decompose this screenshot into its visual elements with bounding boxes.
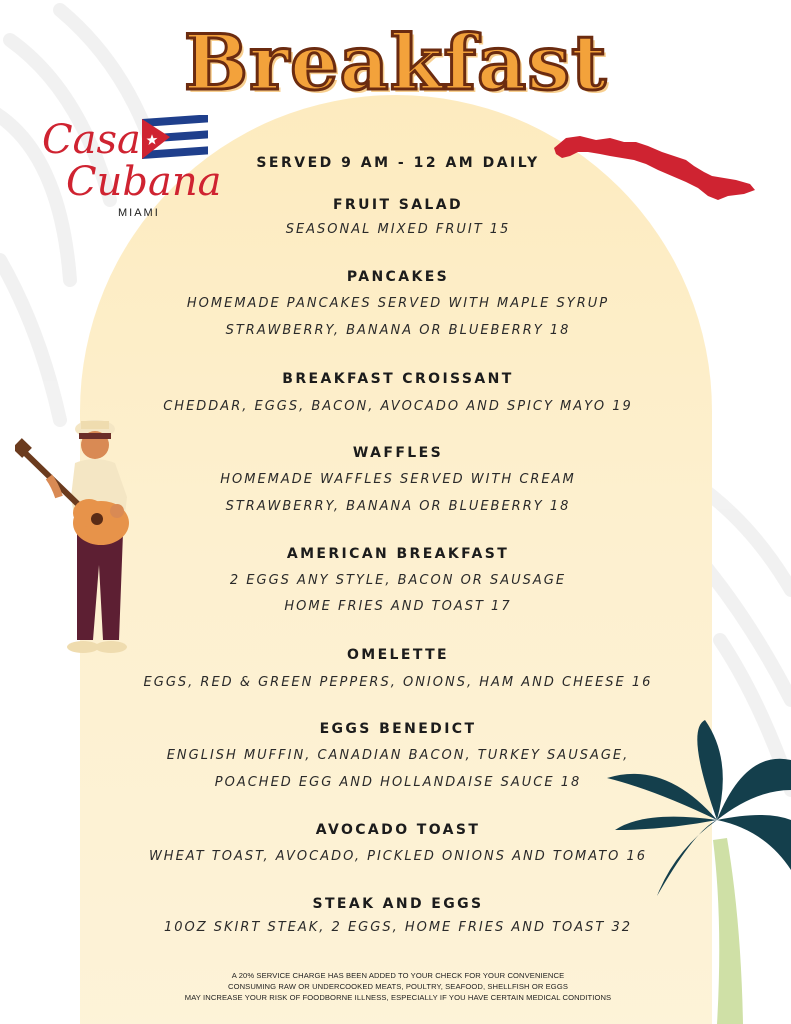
item-waffles-desc-1: HOMEMADE WAFFLES SERVED WITH CREAM <box>220 472 576 487</box>
item-pancakes-name: PANCAKES <box>346 269 450 285</box>
item-eggs-benedict-name: EGGS BENEDICT <box>319 721 477 737</box>
item-omelette-name: OMELETTE <box>346 647 450 663</box>
item-fruit-salad-name: FRUIT SALAD <box>332 197 464 213</box>
item-avocado-toast-name: AVOCADO TOAST <box>315 822 481 838</box>
item-waffles-name: WAFFLES <box>352 445 444 461</box>
logo-line-1: Casa <box>42 117 141 163</box>
item-american-breakfast-name: AMERICAN BREAKFAST <box>286 546 510 562</box>
item-avocado-toast-desc: WHEAT TOAST, AVOCADO, PICKLED ONIONS AND TOMATO 16 <box>148 849 648 864</box>
food-safety-notice-1: CONSUMING RAW OR UNDERCOOKED MEATS, POULTRY, SEAFOOD, SHELLFISH OR EGGS <box>227 982 568 991</box>
item-eggs-benedict-desc-2: POACHED EGG AND HOLLANDAISE SAUCE 18 <box>214 775 582 790</box>
item-american-breakfast-desc-1: 2 EGGS ANY STYLE, BACON OR SAUSAGE <box>229 573 567 588</box>
service-charge-notice: A 20% SERVICE CHARGE HAS BEEN ADDED TO YOUR CHECK FOR YOUR CONVENIENCE <box>231 971 565 980</box>
logo-line-2: Cubana <box>66 159 222 205</box>
item-croissant-name: BREAKFAST CROISSANT <box>282 371 514 387</box>
item-fruit-salad-desc: SEASONAL MIXED FRUIT 15 <box>285 222 511 237</box>
page-title: Breakfast <box>183 18 608 107</box>
item-pancakes-desc-2: STRAWBERRY, BANANA OR BLUEBERRY 18 <box>225 323 571 338</box>
item-omelette-desc: EGGS, RED & GREEN PEPPERS, ONIONS, HAM AND CHEESE 16 <box>143 675 653 690</box>
item-steak-eggs-desc: 10OZ SKIRT STEAK, 2 EGGS, HOME FRIES AND TOAST 32 <box>163 920 633 935</box>
item-american-breakfast-desc-2: HOME FRIES AND TOAST 17 <box>284 599 512 614</box>
food-safety-notice-2: MAY INCREASE YOUR RISK OF FOODBORNE ILLNESS, ESPECIALLY IF YOU HAVE CERTAIN MEDICAL CONDITIONS <box>184 993 612 1002</box>
item-steak-eggs-name: STEAK AND EGGS <box>312 896 484 912</box>
item-waffles-desc-2: STRAWBERRY, BANANA OR BLUEBERRY 18 <box>225 499 571 514</box>
item-pancakes-desc-1: HOMEMADE PANCAKES SERVED WITH MAPLE SYRUP <box>186 296 610 311</box>
item-eggs-benedict-desc-1: ENGLISH MUFFIN, CANADIAN BACON, TURKEY SAUSAGE, <box>166 748 630 763</box>
item-croissant-desc: CHEDDAR, EGGS, BACON, AVOCADO AND SPICY MAYO 19 <box>163 399 633 414</box>
serving-hours: SERVED 9 AM - 12 AM DAILY <box>256 155 540 171</box>
logo-city: MIAMI <box>118 207 160 219</box>
